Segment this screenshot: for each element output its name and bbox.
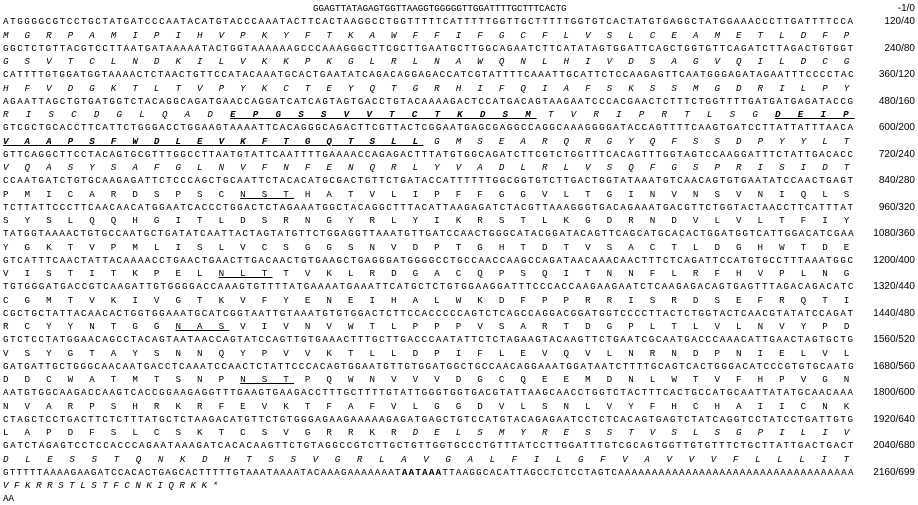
- sequence-segment: P Q W N V V V D G C Q E E M D N L W T V F H P V G N: [294, 374, 855, 385]
- amino-acid-row: [3, 109, 915, 121]
- sequence-segment: TCTTATTCCCTTCAACAACATGGAATCACCCTGGACTCTAGAAATGGCTACAGGCTTTACATTAAGAGATCTACGTTAAAGGGTGACAGAAATGACGTTCTGGTACTAACCTTCATTTAT: [3, 201, 855, 213]
- position-number: 960/320: [878, 201, 915, 213]
- position-number: 2040/680: [873, 440, 915, 452]
- position-number: 1080/360: [873, 228, 915, 240]
- nucleotide-sequence: [3, 96, 855, 108]
- nucleotide-sequence: [3, 228, 855, 240]
- amino-acid-row: [3, 268, 915, 280]
- amino-acid-row: [3, 374, 915, 386]
- sequence-segment: GTCATTTCAACTATTACAAAACCTGAACTGAACTTGACAACTGTGAAGCTGAGGGATGGGGCCTGCCAACCAAGCCAGATAACAAACAACTTTCTCAGATTCCATGTGCCTTTAAATGGC: [3, 254, 855, 266]
- sequence-segment: D L E S S T Q N K D H T S S V G R L A V G A L F I L G F V A V V V F L L L I T: [3, 453, 855, 465]
- sequence-segment: V A A P S F W D L E V K F T G Q T S L L: [3, 135, 424, 147]
- sequence-segment: GTTCAGGCTTCCTACAGTGCGTTTGGCCTTAATGTATTCAATTTTGAAAACCAGAGACTTTATGTGGCAGATCTTCGTCTGGTTTCACAGTTTGGTAGTCCAAGGATTTCTATTGACACC: [3, 148, 855, 160]
- nucleotide-sequence: [3, 440, 855, 452]
- amino-acid-sequence: [3, 56, 855, 68]
- nucleotide-sequence: [3, 43, 855, 55]
- amino-acid-row: [3, 480, 915, 492]
- amino-acid-row: [3, 427, 915, 439]
- sequence-segment: N S T: [240, 374, 295, 385]
- nucleotide-sequence: [3, 122, 855, 134]
- nucleotide-sequence: [3, 202, 855, 214]
- amino-acid-sequence: [3, 83, 855, 95]
- sequence-segment: GGAGTTATAGAGTGGTTAAGGTGGGGGTTGGATTTTGCTTTCACTG: [313, 3, 567, 14]
- position-number: 1680/560: [873, 360, 915, 372]
- position-number: 1200/400: [873, 254, 915, 266]
- sequence-segment: AA: [3, 493, 15, 505]
- sequence-segment: D E L S M Y R E S S T V S L S G P I L I V: [412, 427, 855, 438]
- nucleotide-sequence: [3, 414, 855, 426]
- amino-acid-row: [3, 401, 915, 413]
- position-number: 120/40: [884, 16, 915, 28]
- sequence-segment: GTTTTTAAAAGAAGATCCACACTGAGCACTTTTTGTAAATAAAATACAAAGAAAAAAAT: [3, 466, 402, 478]
- sequence-segment: N V A R P S H R K R F E V K T F A F V L G G D V L S N L V Y F H C H A I I C N K: [3, 400, 855, 412]
- sequence-segment: D E I P: [775, 109, 855, 120]
- nucleotide-row: [3, 149, 915, 161]
- nucleotide-row: [3, 281, 915, 293]
- sequence-segment: GGCTCTGTTACGTCCTTAATGATAAAAATACTGGTAAAAAAGCCCAAAGGGCTTCGCTTGAATGCTTGGCAGAATCTTCATATAGTGGATTCAGCTGGTGTTCAGATCTTAGACTGTGGT: [3, 42, 855, 54]
- amino-acid-row: [3, 295, 915, 307]
- position-number: 360/120: [878, 69, 915, 81]
- nucleotide-row: [3, 202, 915, 214]
- sequence-segment: H A T V L I P F F G G V L T G I N V N S V N I Q L S: [294, 188, 855, 200]
- position-number: 1320/440: [873, 281, 915, 293]
- nucleotide-sequence: [3, 387, 855, 399]
- position-number: 600/200: [878, 122, 915, 134]
- nucleotide-row: [3, 43, 915, 55]
- amino-acid-sequence: [3, 374, 855, 386]
- nucleotide-row: [3, 122, 915, 134]
- nucleotide-sequence: [3, 149, 855, 161]
- sequence-segment: C G M T V K I V G T K V F Y E N E I H A L W K D F P P R R I S R D S E F R Q T I: [3, 294, 855, 306]
- sequence-segment: CATTTTGTGGATGGTAAAACTCTAACTGTTCCATACAAATGCACTGAATATCAGACAGGAGACCATCGTATTTTCAAATTGCATTCTCCAAGAGTTCAATGGGAGATAGAATTTCCCCTAC: [3, 69, 856, 81]
- sequence-segment: V F K R R S T L S T F C N K I Q R K K *: [3, 480, 219, 491]
- nucleotide-row: [3, 387, 915, 399]
- position-number: 240/80: [884, 42, 915, 54]
- amino-acid-sequence: [3, 427, 855, 439]
- sequence-segment: AATAAA: [401, 466, 443, 478]
- nucleotide-sequence: [3, 16, 855, 28]
- sequence-segment: T V R I P R T L S G: [536, 109, 776, 120]
- position-number: -1/0: [897, 3, 915, 14]
- nucleotide-row: [3, 96, 915, 108]
- amino-acid-sequence: [3, 109, 855, 121]
- nucleotide-row: [3, 493, 915, 505]
- sequence-segment: CCAATGATCTGTGCAAGAGATTCTCCCAGCTGCAATTCTACACATGCGACTGTTCTGATACCATTTTTTGGCGGTGTCTTGACTGGTATAAATGTCAACAGTGTGAATATCCAACTGAGT: [3, 175, 855, 187]
- sequence-segment: N L T: [218, 268, 273, 279]
- nucleotide-sequence: [3, 255, 855, 267]
- sequence-segment: AGAATTAGCTGTGATGGTCTACAGGCAGATGAACCAGGATCATCAGTAGTGACCTGTACAAAAGACTCCATGACAGTAAGAATCCCACGAACTCTTTCTGGTTTTGATGATGAGATACCG: [3, 95, 855, 107]
- amino-acid-sequence: [3, 136, 855, 148]
- position-number: 1800/600: [873, 387, 915, 399]
- sequence-segment: H F V D G K T L T V P Y K C T E Y Q T G R H I F Q I A F S K S S M G D R I L P Y: [3, 82, 855, 94]
- nucleotide-row: [3, 334, 915, 346]
- position-number: 840/280: [878, 175, 915, 187]
- sequence-segment: V I S T I T K P E L: [3, 268, 219, 279]
- amino-acid-row: [3, 215, 915, 227]
- amino-acid-sequence: [3, 30, 855, 42]
- amino-acid-row: [3, 242, 915, 254]
- sequence-segment: E P G S S V V T C T K D S M: [230, 109, 537, 120]
- nucleotide-sequence: [3, 334, 855, 346]
- position-number: 2160/699: [873, 466, 915, 478]
- nucleotide-sequence: [3, 308, 855, 320]
- nucleotide-sequence: [3, 175, 855, 187]
- amino-acid-row: [3, 348, 915, 360]
- sequence-segment: ATGGGGCGTCCTGCTATGATCCCAATACATGTACCCAAATACTTCACTAAGGCCTGGTTTTTCATTTTTGGTTGCTTTTTGGTGTCACTATGTGAGGCTATGGAAACCCTTGATTTTCCA: [3, 16, 855, 28]
- nucleotide-row: [3, 16, 915, 28]
- position-number: 1920/640: [873, 413, 915, 425]
- amino-acid-sequence: [3, 401, 855, 413]
- amino-acid-sequence: [3, 348, 855, 360]
- amino-acid-row: [3, 189, 915, 201]
- amino-acid-row: [3, 30, 915, 42]
- sequence-segment: T V K L R D G A C Q P S Q I T N N F L R F H V P L N G: [272, 268, 855, 279]
- position-number: 1560/520: [873, 334, 915, 346]
- position-number: 1440/480: [873, 307, 915, 319]
- nucleotide-sequence: [3, 361, 855, 373]
- sequence-segment: N S T: [240, 188, 295, 200]
- nucleotide-sequence: [3, 467, 855, 479]
- nucleotide-sequence: [3, 281, 855, 293]
- sequence-segment: S Y S L Q Q H G I T L D S R N G Y R L Y I K R S T L K G D R N D V L V L T F I Y: [3, 215, 855, 226]
- sequence-segment: P M I C A R D S P S C: [3, 188, 241, 200]
- sequence-segment: AATGTGGCAAGACCAAGTCACCGGAAGAGGTTTGAAGTGAAGACCTTTGCTTTTGTATTGGGTGGTGACGTATTAAGCAACCTGGTCTACTTTCACTGCCATGCAATTATATGCAACAAA: [3, 387, 855, 399]
- sequence-segment: V I V N V W T L P P P V S A R T D G P L T L V L N V Y P D: [229, 321, 855, 332]
- sequence-segment: Y G K T V P M L I S L V C S G G S N V D P T G H T D T V S A C T L D G H W T D E: [3, 241, 855, 253]
- nucleotide-row: [3, 69, 915, 81]
- amino-acid-row: [3, 321, 915, 333]
- amino-acid-sequence: [3, 321, 855, 333]
- nucleotide-row: [3, 228, 915, 240]
- nucleotide-row: [3, 440, 915, 452]
- nucleotide-sequence: [313, 3, 567, 15]
- position-number: 480/160: [878, 95, 915, 107]
- sequence-segment: N A S: [175, 321, 230, 332]
- nucleotide-row: [3, 414, 915, 426]
- amino-acid-row: [3, 136, 915, 148]
- sequence-segment: TATGGTAAAACTGTGCCAATGCTGATATCAATTACTAGTATGTTCTGGAGGTTAAATGTTGATCCAACTGGGCATACGGATACAGTTCAGCATGCACACTGGATGGTCATTGGACATCGAA: [3, 228, 856, 240]
- nucleotide-row: [3, 467, 915, 479]
- sequence-segment: V S Y G T A Y S N N Q Y P V V K T L L D P I F L E V Q V L N R N D P N I E L V L: [3, 347, 855, 359]
- sequence-segment: CTAGCTCCTGACTTCTCTTTATGCTCTAAGACATGTTCTGTGGGAGAAGAAAAAGAGATGAGCTGTCCATGTACAGAGAATCCTCTCACAGTGAGTCTATCAGGTCCTATCCTGATTGTG: [3, 413, 855, 425]
- sequence-segment: TGTGGGATGACCGTCAAGATTGTGGGGACCAAAGTGTTTTATGAAAATGAAATTCATGCTCTGTGGAAGGATTTCCCACCAAGAAGAATCTCAAGAGACAGTGAGTTTAGACAGACATC: [3, 281, 856, 293]
- amino-acid-sequence: [3, 242, 855, 254]
- sequence-segment: G M S E A R Q R G Y Q F S S D P Y Y L T: [423, 135, 855, 147]
- nucleotide-row: [3, 361, 915, 373]
- amino-acid-row: [3, 56, 915, 68]
- amino-acid-sequence: [3, 480, 218, 492]
- amino-acid-sequence: [3, 189, 855, 201]
- nucleotide-row: [3, 308, 915, 320]
- nucleotide-row: [3, 3, 915, 15]
- sequence-segment: M G R P A M I P I H V P K Y F T K A W F F I F G C F L V S L C E A M E T L D F P: [3, 29, 855, 41]
- amino-acid-sequence: [3, 295, 855, 307]
- nucleotide-sequence: [3, 69, 855, 81]
- sequence-segment: V Q A S Y S A F G L N V F N F E N Q R L Y V A D L R L V S Q F G S P R I S I D T: [3, 162, 855, 173]
- nucleotide-row: [3, 255, 915, 267]
- sequence-segment: TTAAGGCACATTAGCCTCTCCTAGTCAAAAAAAAAAAAAAAAAAAAAAAAAAAAAAAAAAA: [442, 466, 855, 478]
- amino-acid-sequence: [3, 268, 855, 280]
- sequence-segment: GATGATTGCTGGGCAACAATGACCTCAAATCCAACTCTATTCCCACAGTGGAATGTTGTGGATGGCTGCCAACAGGAAATGGATAATCTTTTGCAGTCACTGGGACATCCCGTGTGCAATG: [3, 360, 856, 372]
- position-number: 720/240: [878, 148, 915, 160]
- sequence-segment: GTCTCCTATGGAACAGCCTACAGTAATAACCAGTATCCAGTTGTGAAACTTTGCTTGACCCAATATTCTCTAGAAGTACAAGTTCTGAATCGCAATGACCCAAACATTGAACTAGTGCTG: [3, 334, 855, 346]
- sequence-segment: GTCGCTGCACCTTCATTCTGGGACCTGGAAGTAAAATTCACAGGGCAGACTTCGTTACTCGGAATGAGCGAGGCCAGGCAAAGGGGATACCAGTTTTCAAGTGATCCTTATTATTTAACA: [3, 122, 855, 134]
- sequence-segment: R C Y Y N T G G: [3, 321, 176, 332]
- amino-acid-sequence: [3, 215, 855, 227]
- sequence-segment: CGCTGCTATTACAACACTGGTGGAAATGCATCGGTAATTGTAAATGTGTGGACTCTTCCACCCCCAGTCTCAGCCAGGACGGATGGTCCCCTTACTCTGGTACTCAACGTATATCCAGAT: [3, 307, 855, 319]
- amino-acid-row: [3, 454, 915, 466]
- sequence-segment: D D C W A T M T S N P: [3, 374, 241, 385]
- sequence-segment: GATCTAGAGTCCTCCACCCAGAATAAAGATCACACAAGTTCTGTAGGCCGTCTTGCTGTTGGTGCCCTGTTTATCCTTGGATTTGTCGCAGTGGTTGTGTTTCTGCTTATTGACTGACT: [3, 440, 856, 452]
- sequence-segment: L A P D F S L C S K T C S V G R R K R: [3, 427, 413, 438]
- nucleotide-row: [3, 175, 915, 187]
- sequence-segment: R I S C D G L Q A D: [3, 109, 231, 120]
- nucleotide-sequence: [3, 493, 14, 505]
- amino-acid-sequence: [3, 454, 855, 466]
- amino-acid-sequence: [3, 162, 855, 174]
- sequence-segment: G S V T C L N D K I L V K K P K G L R L N A W Q N L H I V D S A G V Q I L D C G: [3, 56, 855, 67]
- amino-acid-row: [3, 83, 915, 95]
- amino-acid-row: [3, 162, 915, 174]
